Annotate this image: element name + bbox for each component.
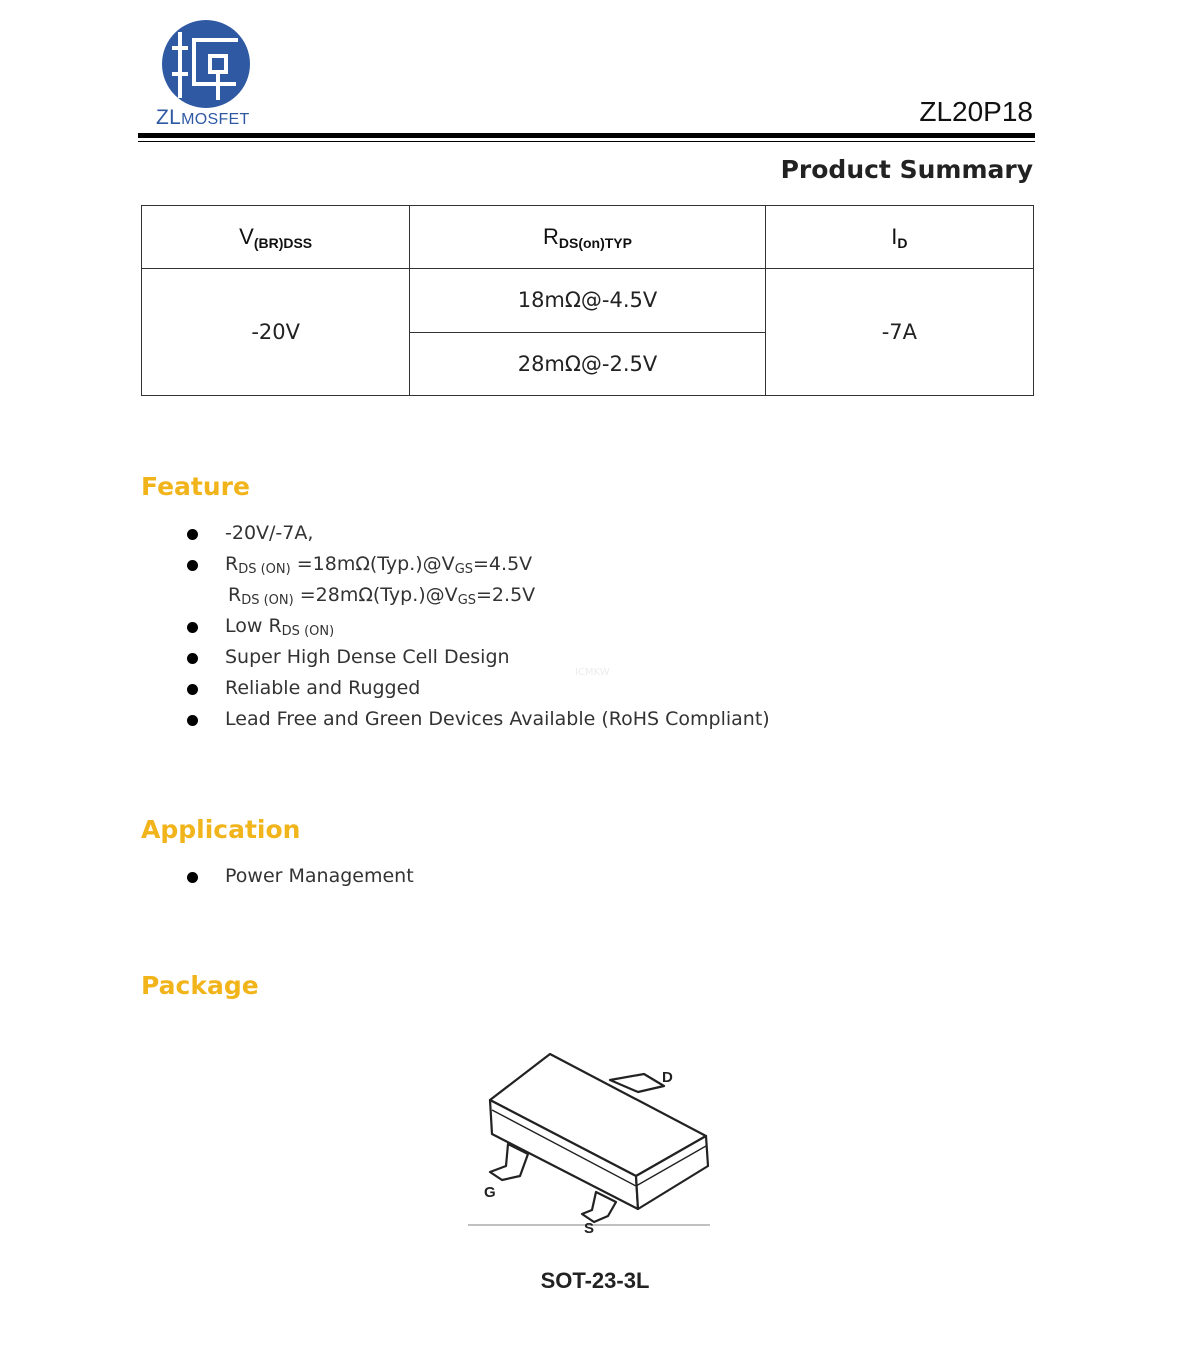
package-label: SOT-23-3L xyxy=(540,1268,650,1293)
header-vbrdss: $V_{(BR)DSS}$ xyxy=(142,206,410,269)
bullet-icon xyxy=(187,560,198,571)
part-number: ZL20P18 xyxy=(919,96,1033,127)
product-summary-title: Product Summary xyxy=(780,155,1033,184)
logo-wordmark: ZLMOSFET xyxy=(156,106,250,129)
bullet-icon xyxy=(187,715,198,726)
application-title: Application xyxy=(141,815,301,844)
bullet-icon xyxy=(187,872,198,883)
list-item: $R_{DS (ON)}$ $=28m\Omega(Typ.)@V_{GS}=2.5V$ xyxy=(228,584,536,608)
pin-d-label: D xyxy=(662,1069,673,1086)
list-item: Power Management xyxy=(186,861,414,892)
zlmosfet-logo xyxy=(160,18,252,110)
bullet-icon xyxy=(187,653,198,664)
bullet-icon xyxy=(187,684,198,695)
feature-title: Feature xyxy=(141,472,250,501)
bullet-icon xyxy=(187,529,198,540)
list-item: -20V/-7A, xyxy=(186,518,770,549)
header-id: $I_D$ xyxy=(765,206,1033,269)
cell-vbrdss-value: -20V xyxy=(142,269,410,396)
table-header-row xyxy=(142,206,1034,269)
list-item: Super High Dense Cell Design xyxy=(186,642,770,673)
application-list xyxy=(186,861,414,892)
pin-s-label: S xyxy=(584,1220,595,1237)
watermark: ICMKW xyxy=(575,667,610,678)
bullet-icon xyxy=(187,622,198,633)
cell-rdson-value-1: 18mΩ@-4.5V xyxy=(410,269,765,332)
list-item: Lead Free and Green Devices Available (RoHS Compliant) xyxy=(186,704,770,735)
feature-list xyxy=(186,518,770,735)
cell-rdson-value-2: 28mΩ@-2.5V xyxy=(410,332,765,395)
header-rule-thin xyxy=(138,141,1035,142)
package-title: Package xyxy=(141,971,259,1000)
list-item: Reliable and Rugged xyxy=(186,673,770,704)
table-row xyxy=(142,269,1034,332)
list-item: Low $R_{DS (ON)}$ xyxy=(186,611,770,642)
header-rdson: $R_{DS(on)TYP}$ xyxy=(410,206,765,269)
header-rule-thick xyxy=(138,133,1035,138)
product-summary-table xyxy=(141,205,1034,396)
list-item: $R_{DS (ON)}$ $=18m\Omega(Typ.)@V_{GS}=4.5V$ xyxy=(186,549,770,580)
sot23-package-drawing xyxy=(468,1044,713,1240)
pin-g-label: G xyxy=(484,1184,496,1201)
cell-id-value: -7A xyxy=(765,269,1033,396)
